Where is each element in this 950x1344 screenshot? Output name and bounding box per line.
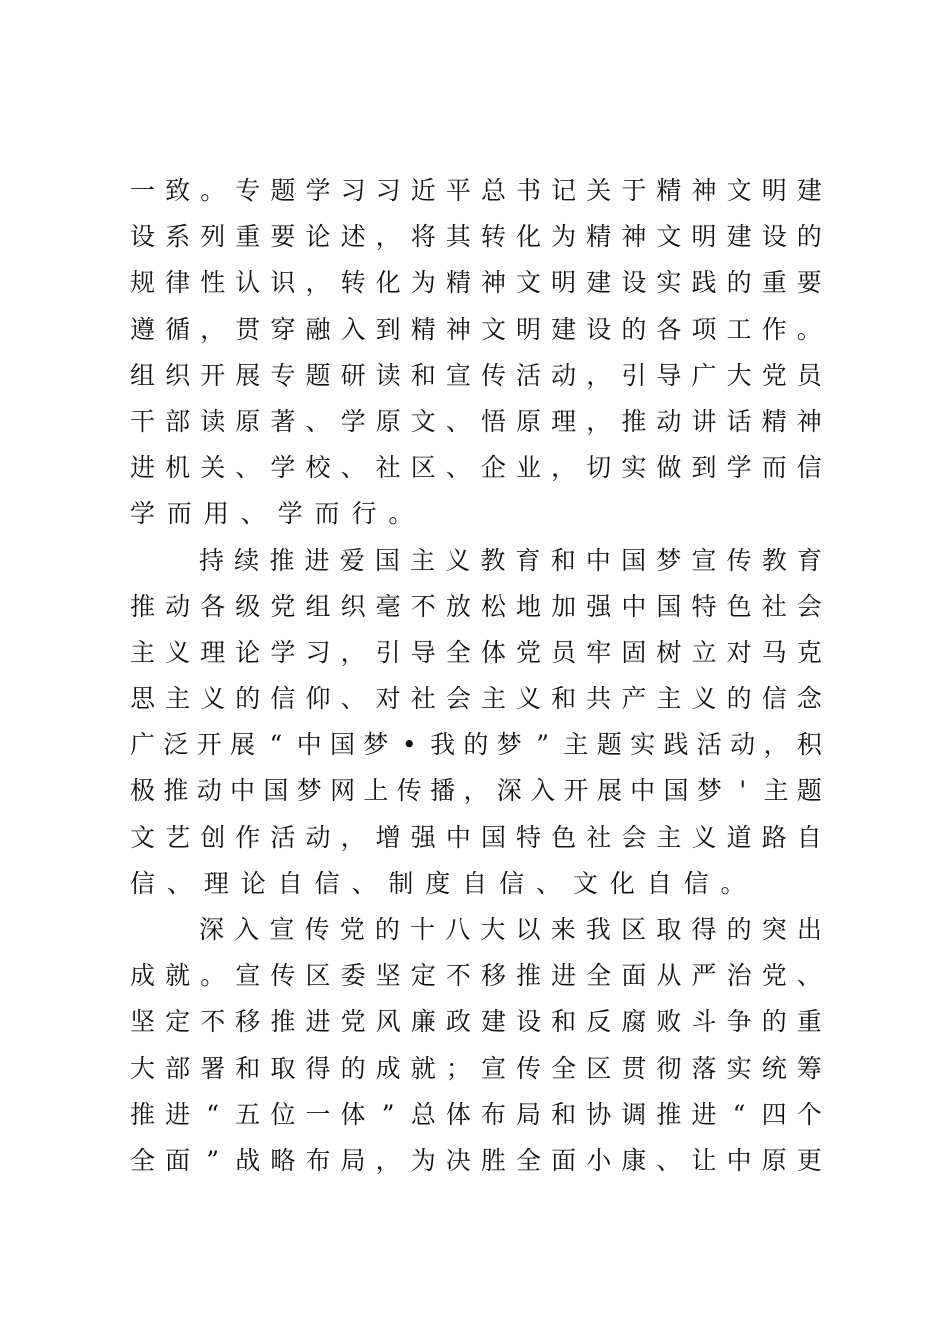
text-line: 思 主 义 的 信 仰 、 对 社 会 主 义 和 共 产 主 义 的 信 念 bbox=[130, 684, 822, 714]
text-line: 一 致 。 专 题 学 习 习 近 平 总 书 记 关 于 精 神 文 明 建 bbox=[130, 176, 822, 205]
text-line: 组 织 开 展 专 题 研 读 和 宣 传 活 动 ， 引 导 广 大 党 员 bbox=[130, 360, 822, 390]
text-line: 进 机 关 、 学 校 、 社 区 、 企 业 ， 切 实 做 到 学 而 信 bbox=[130, 453, 822, 483]
text-line: 推 动 各 级 党 组 织 毫 不 放 松 地 加 强 中 国 特 色 社 会 bbox=[130, 591, 822, 621]
text-line: 设 系 列 重 要 论 述 ， 将 其 转 化 为 精 神 文 明 建 设 的 bbox=[130, 222, 822, 252]
paragraph bbox=[130, 907, 822, 1184]
body-text bbox=[130, 168, 822, 1184]
text-line: 文 艺 创 作 活 动 ， 增 强 中 国 特 色 社 会 主 义 道 路 自 bbox=[130, 822, 822, 852]
text-line: 干 部 读 原 著 、 学 原 文 、 悟 原 理 ， 推 动 讲 话 精 神 bbox=[130, 406, 822, 436]
text-line: 遵 循 ， 贯 穿 融 入 到 精 神 文 明 建 设 的 各 项 工 作 。 bbox=[130, 314, 822, 344]
text-line: 广 泛 开 展 “ 中 国 梦 • 我 的 梦 ” 主 题 实 践 活 动 ， 积 bbox=[130, 730, 822, 760]
text-line: 主 义 理 论 学 习 ， 引 导 全 体 党 员 牢 固 树 立 对 马 克 bbox=[130, 637, 822, 667]
text-line: 学 而 用 、 学 而 行 。 bbox=[130, 499, 414, 529]
text-line: 推 进 “ 五 位 一 体 ” 总 体 布 局 和 协 调 推 进 “ 四 个 bbox=[130, 1099, 822, 1129]
text-line: 全 面 ” 战 略 布 局 ， 为 决 胜 全 面 小 康 、 让 中 原 更 bbox=[130, 1145, 822, 1175]
text-line: 深 入 宣 传 党 的 十 八 大 以 来 我 区 取 得 的 突 出 bbox=[199, 915, 822, 944]
text-line: 规 律 性 认 识 ， 转 化 为 精 神 文 明 建 设 实 践 的 重 要 bbox=[130, 268, 822, 298]
text-line: 持 续 推 进 爱 国 主 义 教 育 和 中 国 梦 宣 传 教 育 bbox=[199, 545, 822, 575]
text-line: 极 推 动 中 国 梦 网 上 传 播 ， 深 入 开 展 中 国 梦 ' 主 题 bbox=[130, 776, 822, 806]
text-line: 信 、 理 论 自 信 、 制 度 自 信 、 文 化 自 信 。 bbox=[130, 868, 746, 898]
text-line: 坚 定 不 移 推 进 党 风 廉 政 建 设 和 反 腐 败 斗 争 的 重 bbox=[130, 1007, 822, 1037]
paragraph bbox=[130, 538, 822, 908]
text-line: 大 部 署 和 取 得 的 成 就 ； 宣 传 全 区 贯 彻 落 实 统 筹 bbox=[130, 1053, 822, 1083]
text-line: 成 就 。 宣 传 区 委 坚 定 不 移 推 进 全 面 从 严 治 党 、 bbox=[130, 961, 822, 991]
paragraph bbox=[130, 168, 822, 538]
